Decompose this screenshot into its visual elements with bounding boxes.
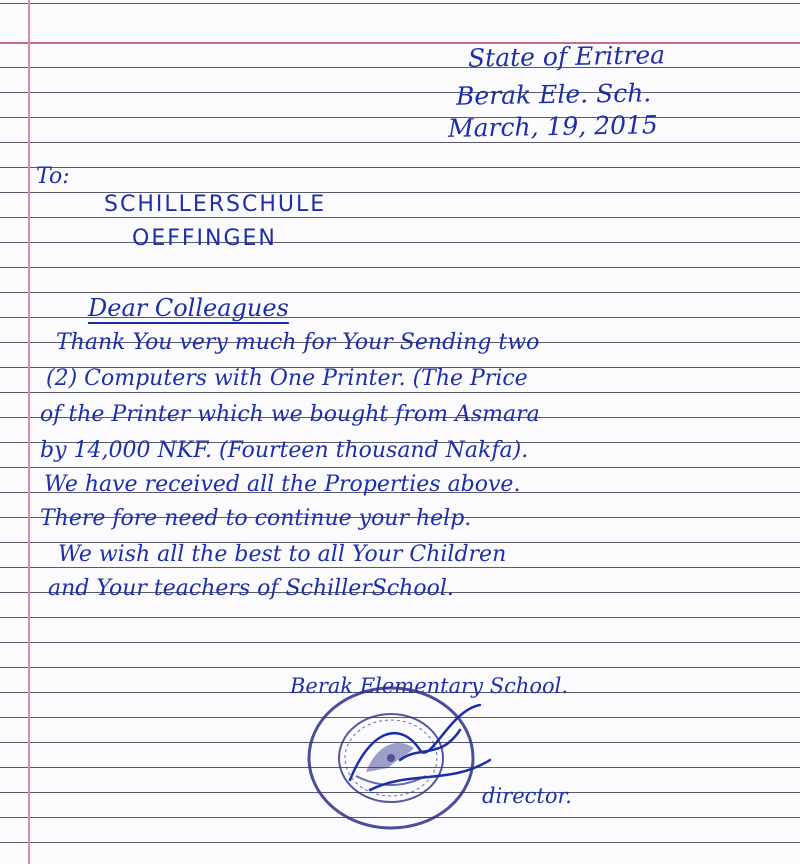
body-line: Thank You very much for Your Sending two bbox=[56, 330, 540, 355]
body-line: of the Printer which we bought from Asmara bbox=[40, 402, 540, 427]
signature-school: Berak Elementary School. bbox=[290, 674, 569, 698]
signature-title: director. bbox=[482, 784, 572, 808]
top-margin-line bbox=[0, 42, 800, 44]
body-line: We have received all the Properties above. bbox=[44, 472, 521, 497]
greeting: Dear Colleagues bbox=[88, 294, 289, 322]
header-date: March, 19, 2015 bbox=[447, 110, 659, 143]
header-school: Berak Ele. Sch. bbox=[455, 78, 652, 111]
header-country: State of Eritrea bbox=[467, 40, 666, 73]
to-label: To: bbox=[36, 164, 70, 189]
body-line: and Your teachers of SchillerSchool. bbox=[48, 576, 454, 601]
body-line: There fore need to continue your help. bbox=[40, 506, 472, 531]
recipient-name: SCHILLERSCHULE bbox=[104, 192, 327, 217]
body-line: (2) Computers with One Printer. (The Price bbox=[46, 366, 528, 391]
director-signature bbox=[330, 690, 500, 800]
recipient-city: OEFFINGEN bbox=[132, 226, 277, 251]
left-margin-line bbox=[28, 0, 30, 864]
body-line: by 14,000 NKF. (Fourteen thousand Nakfa). bbox=[40, 438, 529, 463]
body-line: We wish all the best to all Your Children bbox=[58, 542, 507, 567]
